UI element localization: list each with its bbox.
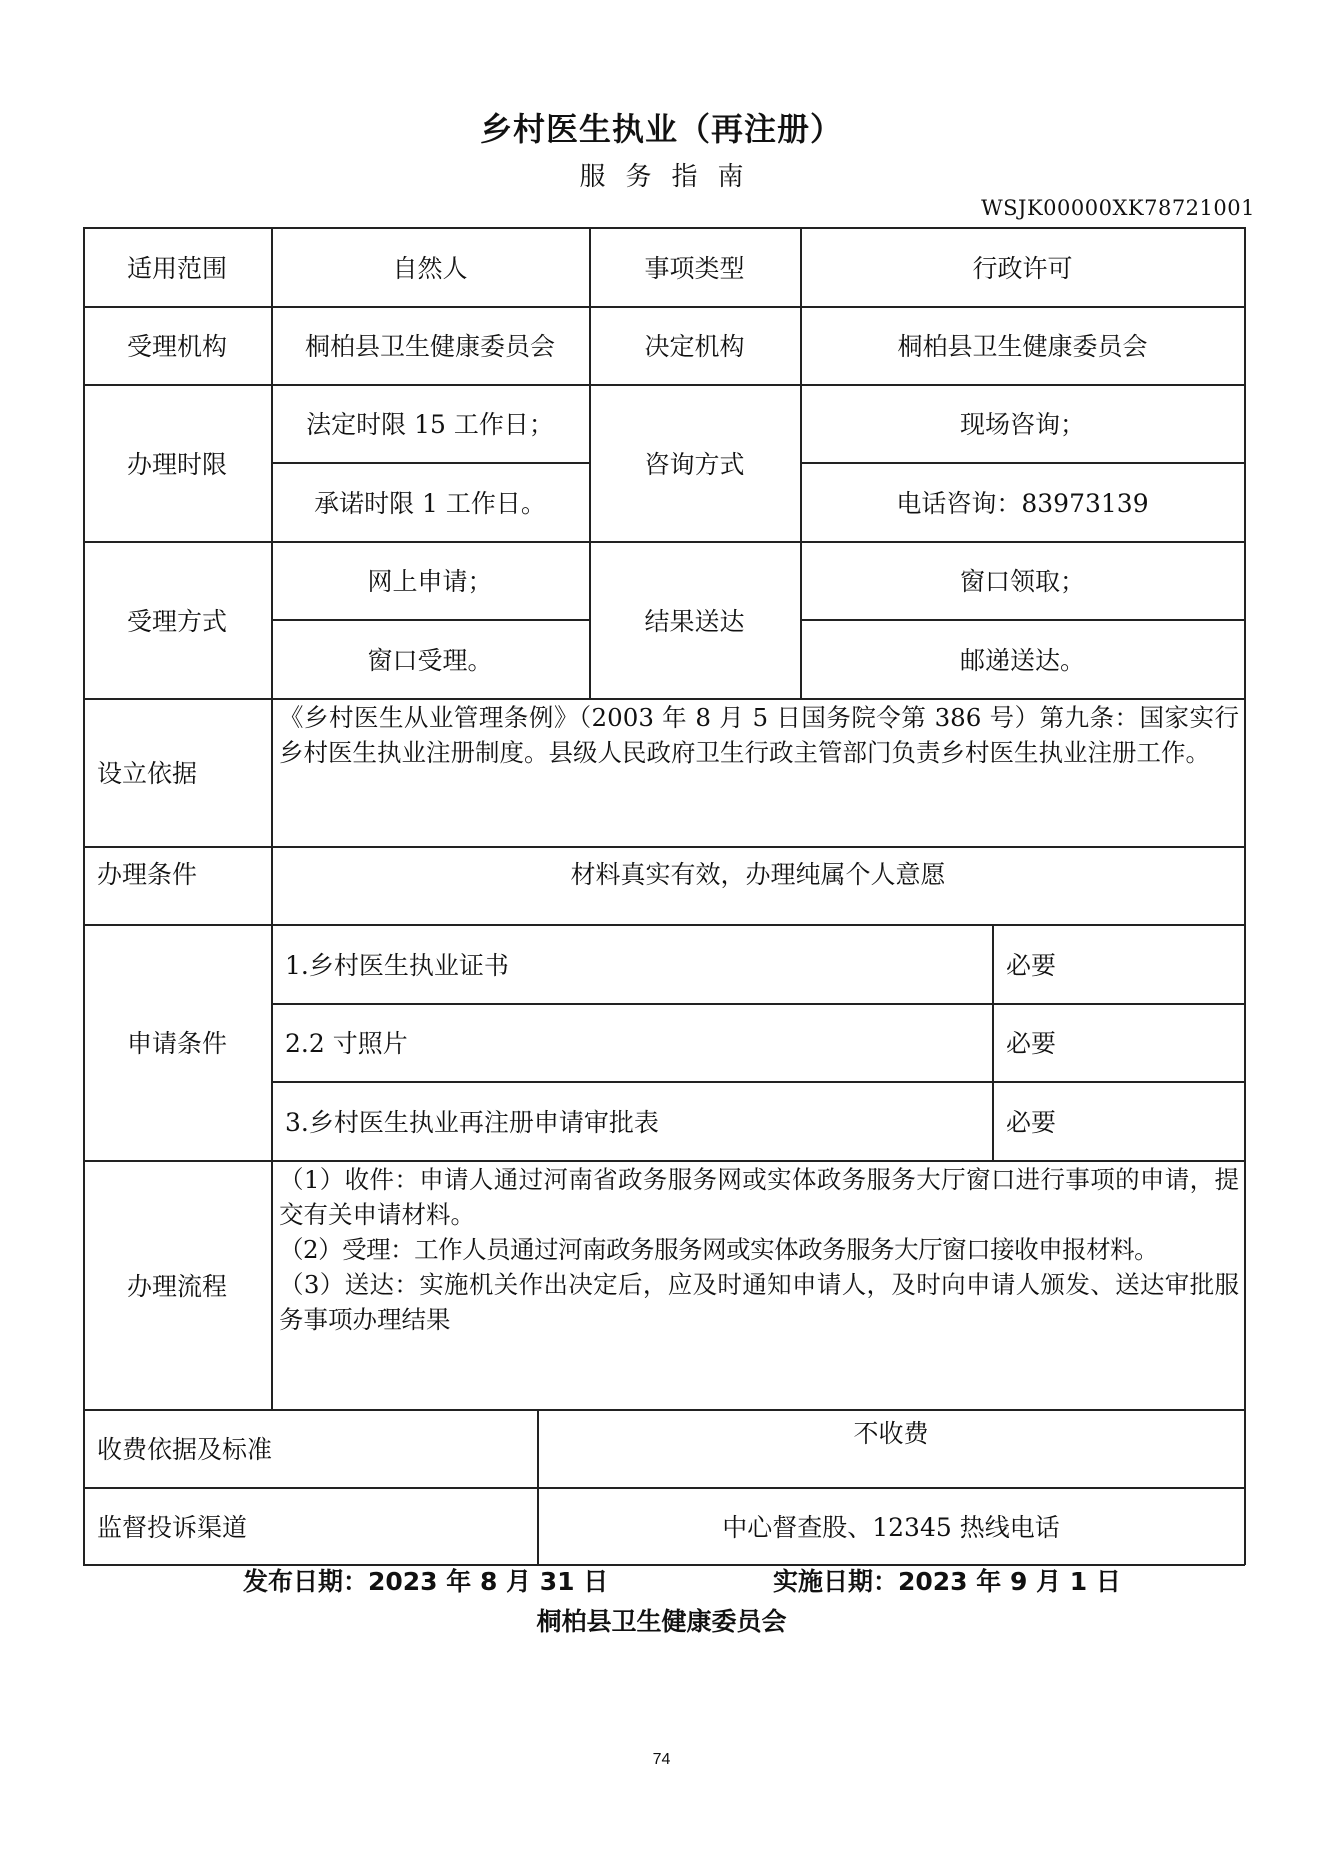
page-number: 74	[652, 1751, 671, 1768]
accept-window: 窗口受理。	[367, 645, 493, 675]
fee-label: 收费依据及标准	[97, 1435, 273, 1464]
material-requirement: 必要	[1006, 950, 1057, 980]
process-step: （1）收件：申请人通过河南省政务服务网或实体政务服务大厅窗口进行事项的申请，提交有关申请材料。	[279, 1165, 1239, 1229]
publish-date: 发布日期：2023 年 8 月 31 日	[243, 1567, 609, 1596]
material-requirement: 必要	[1006, 1107, 1057, 1137]
page-title: 乡村医生执业（再注册）	[479, 110, 843, 148]
consult-onsite: 现场咨询；	[959, 410, 1085, 439]
effective-date: 实施日期：2023 年 9 月 1 日	[773, 1567, 1121, 1596]
scope-label: 适用范围	[126, 253, 227, 283]
material-name: 3.乡村医生执业再注册申请审批表	[285, 1107, 659, 1137]
accept-org-label: 受理机构	[126, 332, 227, 361]
material-requirement: 必要	[1006, 1029, 1057, 1058]
time-promise: 承诺时限 1 工作日。	[314, 488, 546, 518]
process-steps	[279, 1162, 1239, 1337]
conditions-label: 办理条件	[97, 860, 198, 889]
apply-label: 申请条件	[126, 1029, 227, 1058]
delivery-window: 窗口领取；	[959, 567, 1085, 596]
type-value: 行政许可	[972, 253, 1073, 283]
consult-phone: 电话咨询：83973139	[896, 488, 1149, 518]
basis-text: 《乡村医生从业管理条例》（2003 年 8 月 5 日国务院令第 386 号）第九条：国家实行乡村医生执业注册制度。县级人民政府卫生行政主管部门负责乡村医生执业注册工作。	[279, 703, 1239, 767]
delivery-label: 结果送达	[644, 606, 745, 636]
delivery-post: 邮递送达。	[959, 645, 1085, 675]
time-label: 办理时限	[126, 449, 227, 479]
basis-label: 设立依据	[97, 759, 198, 788]
accept-mode-label: 受理方式	[126, 606, 227, 636]
page-subtitle: 服务指南	[579, 162, 764, 192]
time-legal: 法定时限 15 工作日；	[306, 410, 554, 439]
material-name: 2.2 寸照片	[285, 1029, 408, 1058]
process-label: 办理流程	[126, 1271, 227, 1301]
item-code: WSJK00000XK78721001	[981, 196, 1255, 220]
decide-org-label: 决定机构	[644, 332, 745, 361]
supervision-value: 中心督查股、12345 热线电话	[722, 1512, 1060, 1542]
process-step: （2）受理：工作人员通过河南政务服务网或实体政务服务大厅窗口接收申报材料。	[279, 1235, 1159, 1264]
conditions-text: 材料真实有效，办理纯属个人意愿	[570, 860, 946, 889]
service-guide-table	[83, 227, 1245, 1565]
accept-org-value: 桐柏县卫生健康委员会	[304, 332, 555, 361]
process-step: （3）送达：实施机关作出决定后，应及时通知申请人，及时向申请人颁发、送达审批服务事项办理结果	[279, 1270, 1239, 1334]
consult-label: 咨询方式	[644, 449, 745, 479]
accept-online: 网上申请；	[367, 567, 493, 596]
material-name: 1.乡村医生执业证书	[285, 950, 509, 980]
type-label: 事项类型	[644, 253, 745, 283]
supervision-label: 监督投诉渠道	[97, 1512, 248, 1542]
publisher-org: 桐柏县卫生健康委员会	[536, 1607, 787, 1636]
scope-value: 自然人	[392, 253, 468, 283]
fee-value: 不收费	[853, 1419, 929, 1448]
decide-org-value: 桐柏县卫生健康委员会	[897, 332, 1148, 361]
